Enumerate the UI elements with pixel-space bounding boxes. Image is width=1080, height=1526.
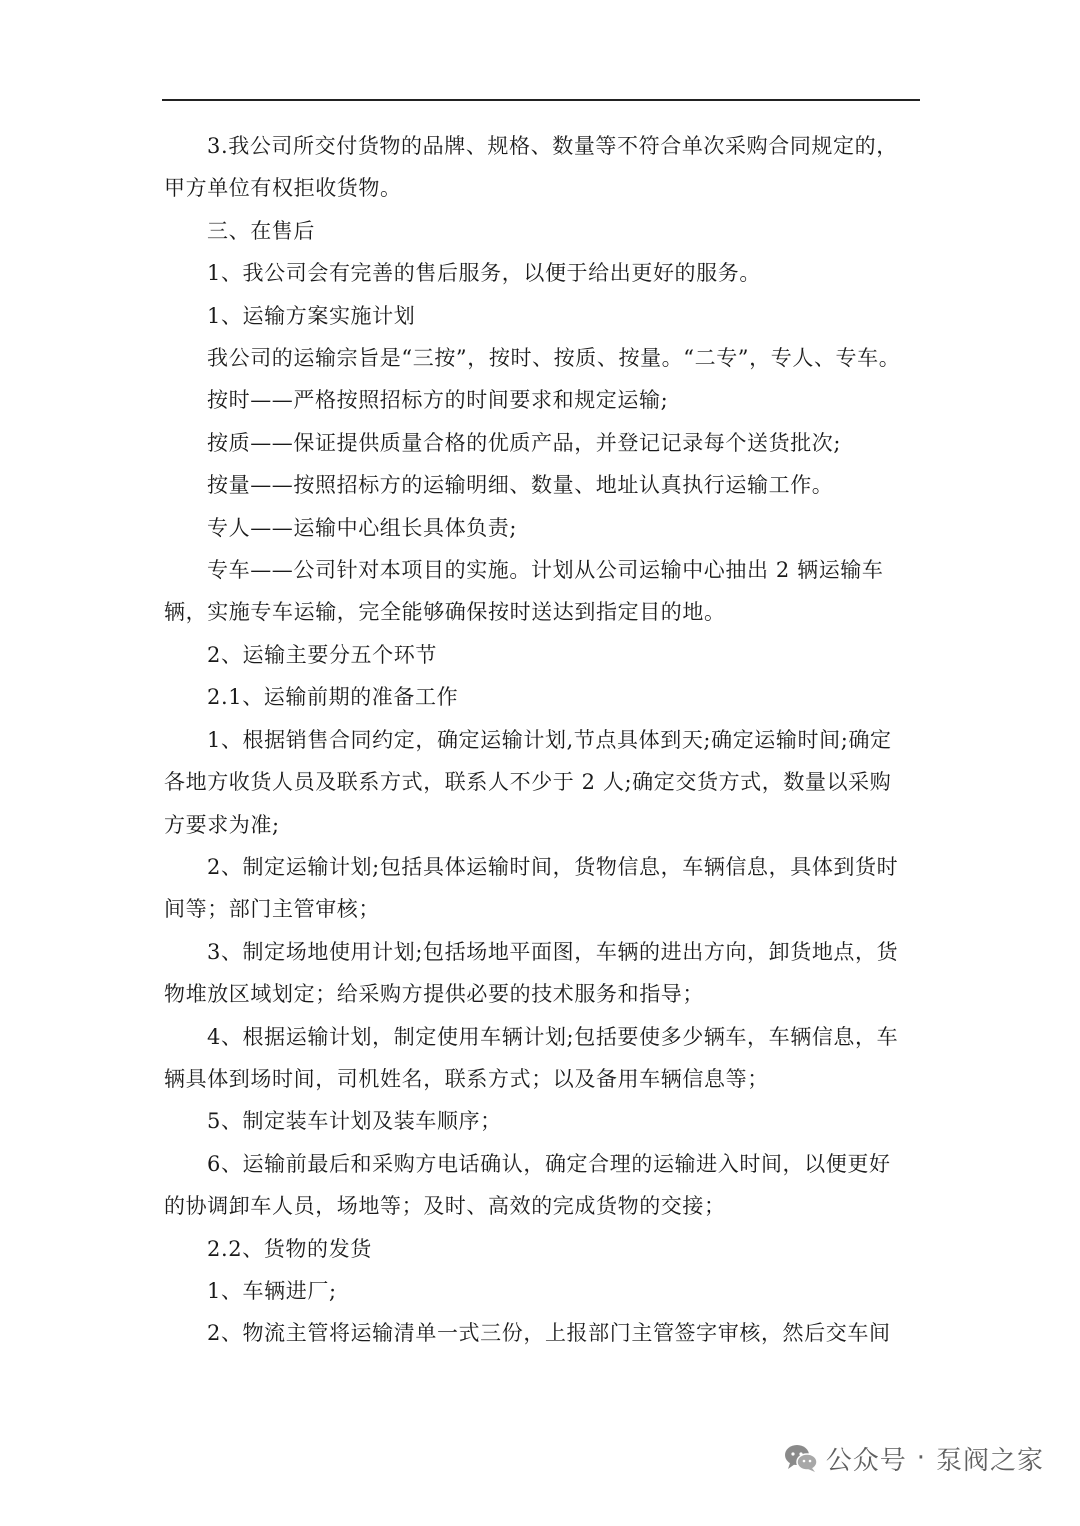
paragraph: 6、运输前最后和采购方电话确认，确定合理的运输进入时间，以便更好的协调卸车人员，场地等；及时、高效的完成货物的交接； — [164, 1151, 891, 1219]
watermark-account: 泵阀之家 — [935, 1445, 1044, 1476]
paragraph: 我公司的运输宗旨是“三按”，按时、按质、按量。“二专”，专人、专车。 — [207, 346, 901, 371]
header-rule — [162, 99, 920, 101]
paragraph: 1、我公司会有完善的售后服务，以便于给出更好的服务。 — [207, 261, 761, 286]
paragraph: 3.我公司所交付货物的品牌、规格、数量等不符合单次采购合同规定的，甲方单位有权拒收货物。 — [164, 134, 898, 201]
paragraph: 按时——严格按照招标方的时间要求和规定运输; — [207, 388, 669, 413]
document-body — [164, 125, 908, 1355]
paragraph: 5、制定装车计划及装车顺序； — [207, 1109, 502, 1134]
paragraph: 2、制定运输计划;包括具体运输时间，货物信息，车辆信息，具体到货时间等；部门主管审核； — [164, 854, 899, 922]
watermark-platform: 公众号 — [825, 1445, 907, 1476]
paragraph: 专人——运输中心组长具体负责; — [207, 515, 518, 540]
paragraph: 4、根据运输计划，制定使用车辆计划;包括要使多少辆车，车辆信息，车辆具体到场时间，司机姓名，联系方式；以及备用车辆信息等； — [164, 1024, 899, 1091]
watermark-separator: · — [916, 1443, 926, 1473]
watermark — [784, 1438, 1044, 1478]
section-heading: 三、在售后 — [207, 218, 315, 243]
subsection-heading: 1、运输方案实施计划 — [207, 303, 416, 328]
paragraph: 按量——按照招标方的运输明细、数量、地址认真执行运输工作。 — [207, 473, 834, 498]
subsection-heading: 2.2、货物的发货 — [207, 1236, 372, 1261]
paragraph: 按质——保证提供质量合格的优质产品，并登记记录每个送货批次; — [207, 430, 842, 455]
paragraph: 3、制定场地使用计划;包括场地平面图，车辆的进出方向，卸货地点，货物堆放区域划定；给采购方提供必要的技术服务和指导； — [164, 939, 899, 1007]
paragraph: 1、根据销售合同约定，确定运输计划,节点具体到天;确定运输时间;确定各地方收货人员及联系方式，联系人不少于 2 人;确定交货方式，数量以采购方要求为准; — [164, 727, 892, 837]
paragraph: 专车——公司针对本项目的实施。计划从公司运输中心抽出 2 辆运输车辆，实施专车运输，完全能够确保按时送达到指定目的地。 — [164, 558, 884, 625]
subsection-heading: 2.1、运输前期的准备工作 — [207, 685, 459, 710]
subsection-heading: 2、运输主要分五个环节 — [207, 642, 437, 667]
paragraph: 1、车辆进厂; — [207, 1278, 337, 1303]
paragraph: 2、物流主管将运输清单一式三份，上报部门主管签字审核，然后交车间 — [207, 1321, 891, 1346]
wechat-icon — [784, 1443, 818, 1473]
